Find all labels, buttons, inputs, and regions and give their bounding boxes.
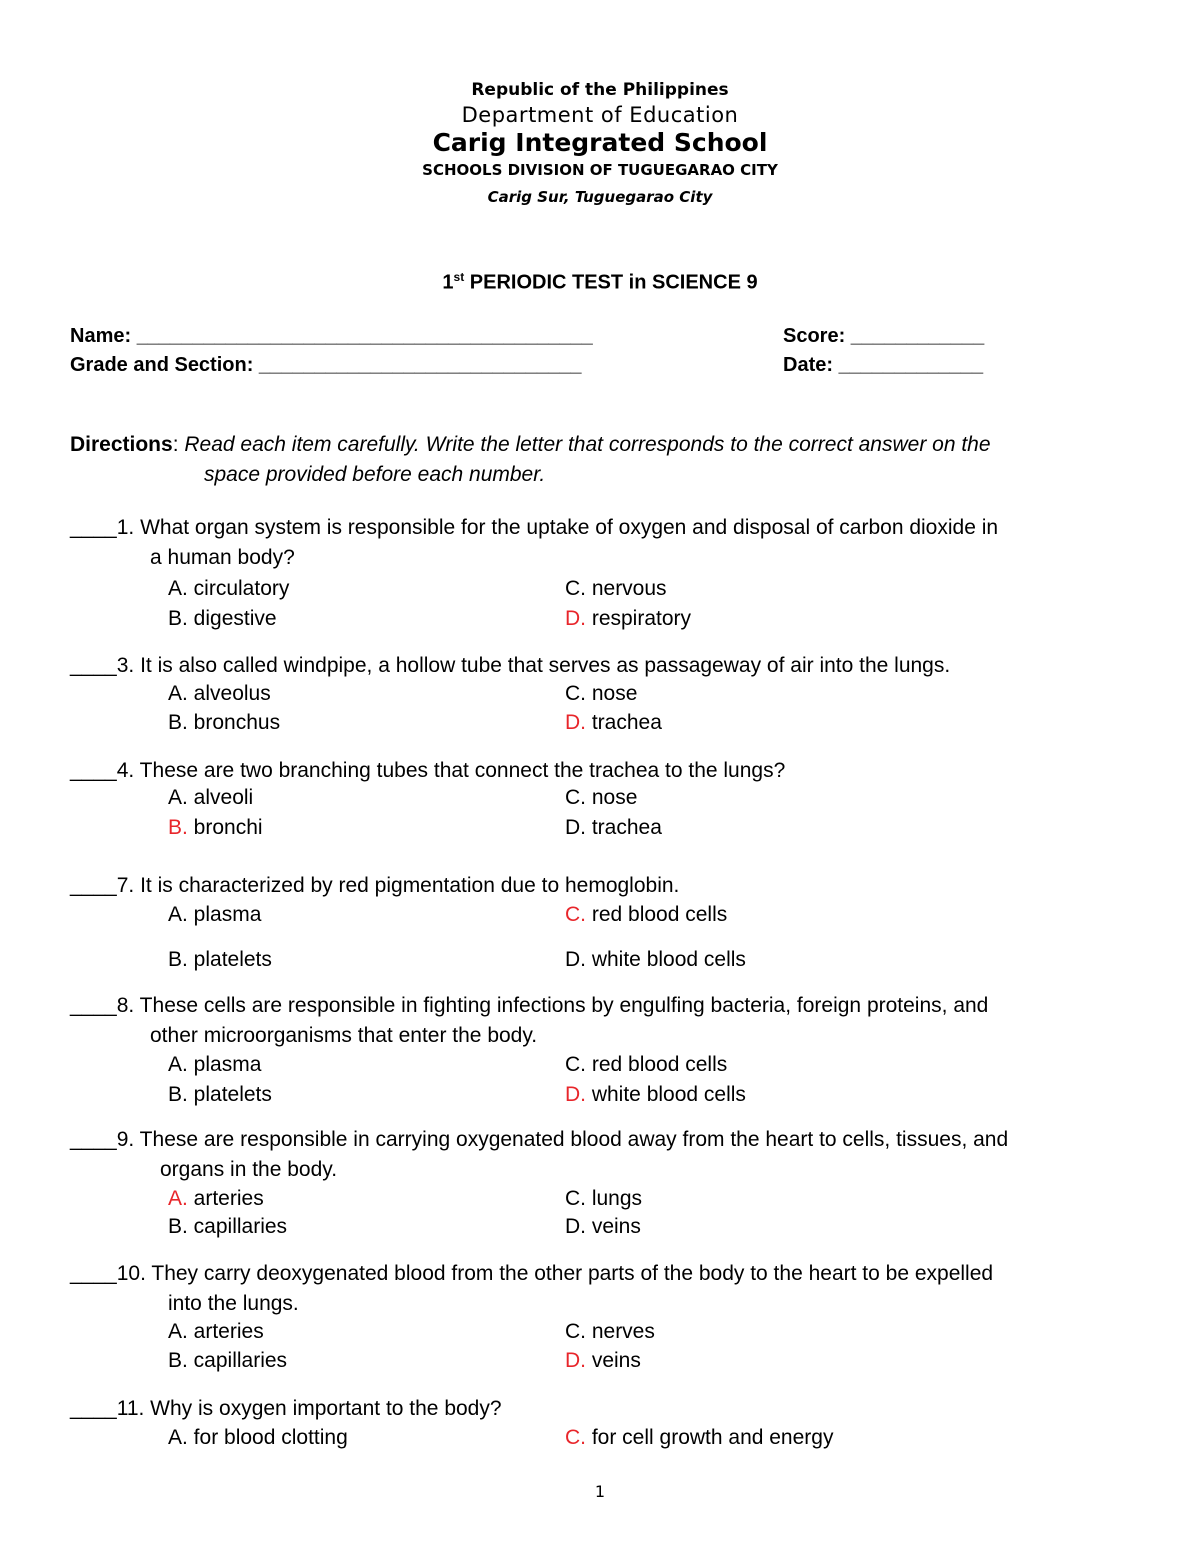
option-d: D. veins [565, 1349, 641, 1372]
answer-mark: D. [565, 711, 586, 734]
header-address: Carig Sur, Tuguegarao City [487, 188, 713, 206]
page-number: 1 [594, 1482, 606, 1501]
option-c: C. for cell growth and energy [565, 1426, 834, 1449]
header-department: Department of Education [461, 103, 739, 127]
answer-mark: D. [565, 607, 586, 630]
option-c: C. red blood cells [565, 903, 728, 926]
question-stem: ____8. These cells are responsible in fighting infections by engulfing bacteria, foreign proteins, and [70, 994, 989, 1017]
answer-mark: C. [565, 1426, 586, 1449]
directions-text-cont: space provided before each number. [204, 463, 546, 486]
test-title [0, 270, 1200, 295]
header-republic: Republic of the Philippines [471, 80, 729, 100]
option-d: D. veins [565, 1215, 641, 1238]
question-4 [70, 756, 1140, 786]
header-division: SCHOOLS DIVISION OF TUGUEGARAO CITY [422, 161, 778, 179]
option-d: D. trachea [565, 816, 662, 839]
answer-mark: C. [565, 903, 586, 926]
answer-mark: D. [565, 1349, 586, 1372]
option-b: B. capillaries [168, 1349, 288, 1372]
question-11 [70, 1394, 1140, 1424]
question-stem: ____1. What organ system is responsible for the uptake of oxygen and disposal of carbon dioxide in [70, 516, 999, 539]
title-text: PERIODIC TEST in SCIENCE 9 [464, 271, 758, 294]
header-school-name: Carig Integrated School [432, 128, 768, 157]
date-field: Date: _____________ [783, 354, 984, 376]
question-stem-cont: organs in the body. [160, 1158, 338, 1181]
answer-mark: D. [565, 1083, 586, 1106]
question-stem-cont: into the lungs. [168, 1292, 299, 1315]
question-8 [70, 991, 1140, 1051]
answer-mark: B. [168, 816, 188, 839]
option-d: D. trachea [565, 711, 662, 734]
option-c: C. nose [565, 682, 638, 705]
name-field: Name: _________________________________________ [70, 325, 593, 347]
score-field: Score: ____________ [783, 325, 985, 347]
question-stem: ____4. These are two branching tubes that connect the trachea to the lungs? [70, 759, 786, 782]
directions-colon: : [172, 433, 185, 456]
option-a: A. plasma [168, 903, 262, 926]
question-stem: ____11. Why is oxygen important to the body? [70, 1397, 502, 1420]
question-stem-cont: other microorganisms that enter the body. [150, 1024, 538, 1047]
title-ordinal-suffix: st [453, 270, 465, 284]
option-a: A. alveolus [168, 682, 271, 705]
title-ordinal: 1 [442, 271, 454, 294]
question-stem: ____9. These are responsible in carrying oxygenated blood away from the heart to cells, tissues, and [70, 1128, 1009, 1151]
option-d: D. respiratory [565, 607, 692, 630]
question-stem: ____10. They carry deoxygenated blood from the other parts of the body to the heart to be expelled [70, 1262, 994, 1285]
option-c: C. nervous [565, 577, 667, 600]
question-10 [70, 1259, 1140, 1319]
option-b: B. bronchi [168, 816, 263, 839]
option-a: A. plasma [168, 1053, 262, 1076]
option-a: A. for blood clotting [168, 1426, 348, 1449]
option-d: D. white blood cells [565, 1083, 746, 1106]
question-stem-cont: a human body? [150, 546, 295, 569]
option-c: C. nose [565, 786, 638, 809]
option-c: C. nerves [565, 1320, 655, 1343]
option-b: B. capillaries [168, 1215, 288, 1238]
answer-mark: A. [168, 1187, 188, 1210]
question-1 [70, 513, 1140, 573]
question-stem: ____7. It is characterized by red pigmentation due to hemoglobin. [70, 874, 680, 897]
option-d: D. white blood cells [565, 948, 746, 971]
question-3 [70, 651, 1140, 681]
question-stem: ____3. It is also called windpipe, a hollow tube that serves as passageway of air into the lungs. [70, 654, 951, 677]
question-7 [70, 871, 1140, 901]
option-c: C. lungs [565, 1187, 643, 1210]
option-a: A. alveoli [168, 786, 254, 809]
option-a: A. arteries [168, 1320, 264, 1343]
option-b: B. platelets [168, 1083, 272, 1106]
option-b: B. platelets [168, 948, 272, 971]
directions-label: Directions [70, 433, 173, 456]
directions-text: Read each item carefully. Write the letter that corresponds to the correct answer on the [184, 433, 991, 456]
question-9 [70, 1125, 1140, 1185]
grade-section-field: Grade and Section: _____________________________ [70, 354, 582, 376]
option-b: B. bronchus [168, 711, 281, 734]
option-b: B. digestive [168, 607, 277, 630]
option-a: A. arteries [168, 1187, 264, 1210]
option-a: A. circulatory [168, 577, 290, 600]
option-c: C. red blood cells [565, 1053, 728, 1076]
directions [70, 430, 1130, 490]
